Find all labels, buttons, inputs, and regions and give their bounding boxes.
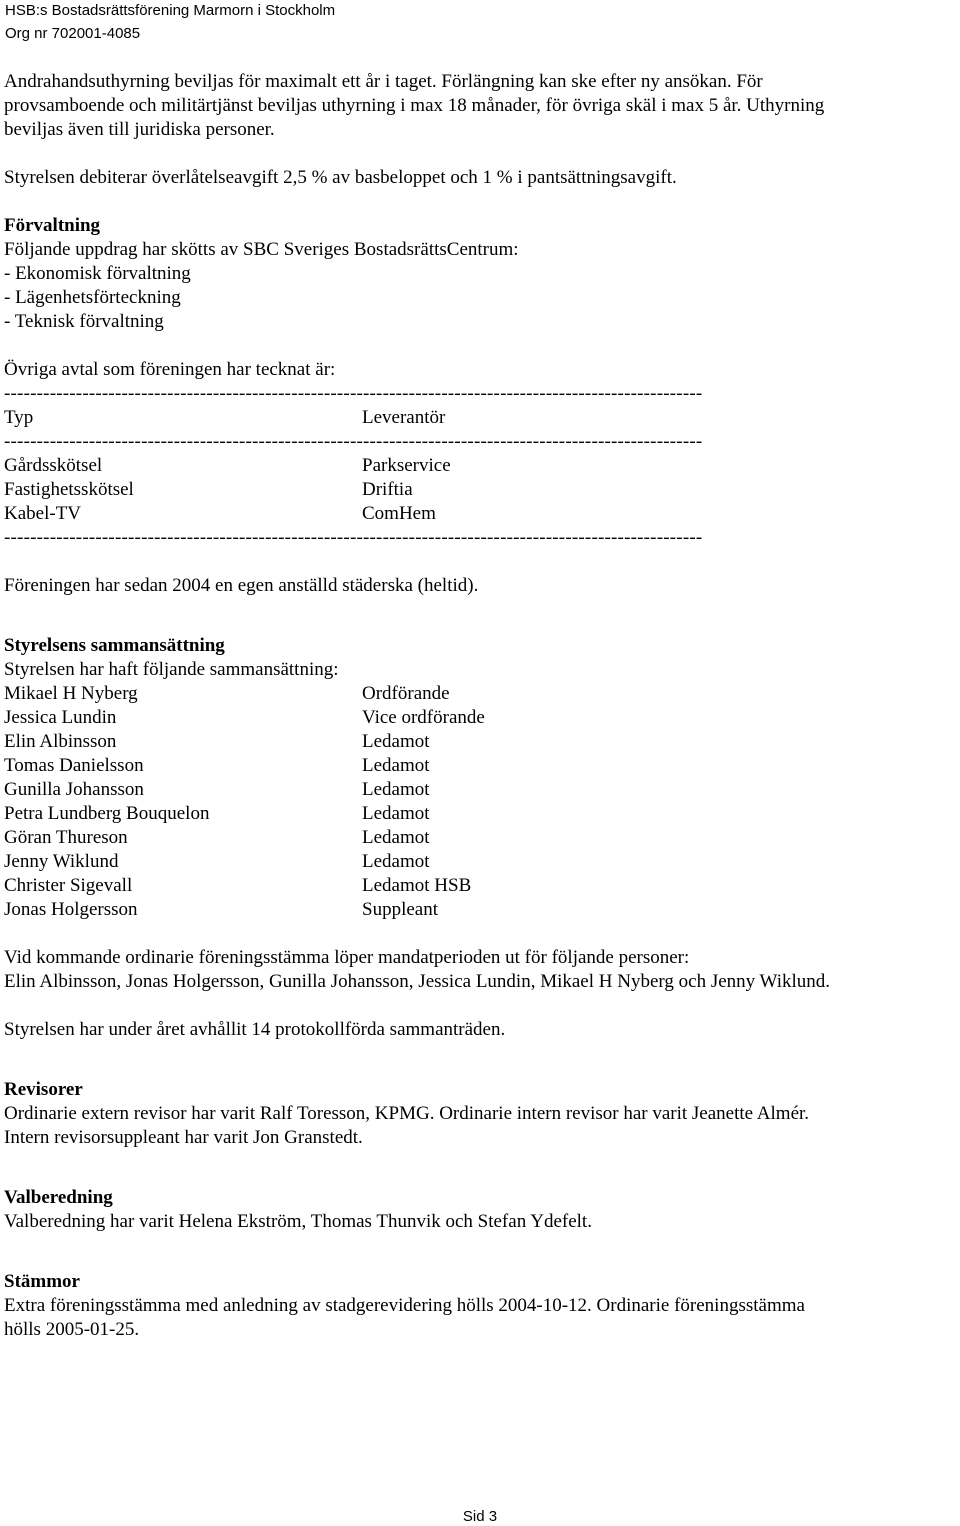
styrelse-intro: Styrelsen har haft följande sammansättning:: [4, 659, 339, 680]
section-heading-forvaltning: Förvaltning: [4, 215, 101, 236]
list-item: - Ekonomisk förvaltning: [4, 263, 191, 284]
section-heading-styrelse: Styrelsens sammansättning: [4, 635, 225, 656]
member-row: [4, 826, 958, 850]
member-role: Ledamot: [362, 827, 430, 848]
table-cell: Kabel-TV: [4, 503, 82, 524]
table-header-row: [4, 406, 958, 430]
member-row: [4, 730, 958, 754]
member-role: Suppleant: [362, 899, 438, 920]
list-item: - Lägenhetsförteckning: [4, 287, 181, 308]
member-row: [4, 778, 958, 802]
column-header-leverantor: Leverantör: [362, 407, 446, 428]
member-name: Christer Sigevall: [4, 875, 133, 896]
table-row: [4, 502, 958, 526]
member-role: Ledamot: [362, 731, 430, 752]
staff-note: Föreningen har sedan 2004 en egen anställd städerska (heltid).: [4, 575, 479, 596]
list-item: - Teknisk förvaltning: [4, 311, 164, 332]
revisorer-line: Ordinarie extern revisor har varit Ralf Toresson, KPMG. Ordinarie intern revisor har varit Jeanette Almér.: [4, 1103, 810, 1124]
member-name: Jenny Wiklund: [4, 851, 119, 872]
member-name: Petra Lundberg Bouquelon: [4, 803, 210, 824]
stammor-line: Extra föreningsstämma med anledning av stadgerevidering hölls 2004-10-12. Ordinarie föreningsstämma: [4, 1295, 805, 1316]
forvaltning-intro: Följande uppdrag har skötts av SBC Sveriges BostadsrättsCentrum:: [4, 239, 519, 260]
member-name: Göran Thureson: [4, 827, 128, 848]
member-row: [4, 754, 958, 778]
intro-line: provsamboende och militärtjänst beviljas uthyrning i max 18 månader, för övriga skäl i max 5 år. Uthyrning: [4, 95, 825, 116]
table-cell: Gårdsskötsel: [4, 455, 103, 476]
member-role: Ledamot: [362, 803, 430, 824]
member-role: Ordförande: [362, 683, 450, 704]
organization-name: HSB:s Bostadsrättsförening Marmorn i Stockholm: [5, 2, 336, 19]
stammor-line: hölls 2005-01-25.: [4, 1319, 140, 1340]
document-body: [4, 46, 958, 1342]
section-heading-revisorer: Revisorer: [4, 1079, 83, 1100]
member-name: Jessica Lundin: [4, 707, 117, 728]
table-row: [4, 454, 958, 478]
member-name: Gunilla Johansson: [4, 779, 144, 800]
valberedning-text: Valberedning har varit Helena Ekström, Thomas Thunvik och Stefan Ydefelt.: [4, 1211, 592, 1232]
member-role: Vice ordförande: [362, 707, 485, 728]
intro-line: beviljas även till juridiska personer.: [4, 119, 275, 140]
member-name: Mikael H Nyberg: [4, 683, 138, 704]
member-row: [4, 706, 958, 730]
table-divider: -----------------------------------------------------------------------------------------------------------: [4, 431, 703, 452]
fee-text: Styrelsen debiterar överlåtelseavgift 2,5 % av basbeloppet och 1 % i pantsättningsavgift.: [4, 167, 677, 188]
column-header-typ: Typ: [4, 407, 34, 428]
member-name: Elin Albinsson: [4, 731, 117, 752]
member-row: [4, 874, 958, 898]
page-number: Sid 3: [462, 1508, 498, 1525]
member-row: [4, 802, 958, 826]
table-cell: Driftia: [362, 479, 413, 500]
section-heading-valberedning: Valberedning: [4, 1187, 113, 1208]
member-role: Ledamot: [362, 851, 430, 872]
table-cell: Parkservice: [362, 455, 451, 476]
intro-line: Andrahandsuthyrning beviljas för maximalt ett år i taget. Förlängning kan ske efter ny ansökan. För: [4, 71, 763, 92]
mandate-names: Elin Albinsson, Jonas Holgersson, Gunilla Johansson, Jessica Lundin, Mikael H Nyberg och Jenny Wiklund.: [4, 971, 831, 992]
member-role: Ledamot: [362, 755, 430, 776]
table-cell: ComHem: [362, 503, 436, 524]
member-row: [4, 898, 958, 922]
member-name: Tomas Danielsson: [4, 755, 144, 776]
organization-number: Org nr 702001-4085: [5, 25, 141, 42]
avtal-intro: Övriga avtal som föreningen har tecknat är:: [4, 359, 336, 380]
table-divider: -----------------------------------------------------------------------------------------------------------: [4, 527, 703, 548]
member-row: [4, 682, 958, 706]
table-row: [4, 478, 958, 502]
table-divider: -----------------------------------------------------------------------------------------------------------: [4, 383, 703, 404]
member-name: Jonas Holgersson: [4, 899, 138, 920]
meetings-text: Styrelsen har under året avhållit 14 protokollförda sammanträden.: [4, 1019, 506, 1040]
revisorer-line: Intern revisorsuppleant har varit Jon Granstedt.: [4, 1127, 363, 1148]
mandate-text: Vid kommande ordinarie föreningsstämma löper mandatperioden ut för följande personer:: [4, 947, 690, 968]
member-role: Ledamot HSB: [362, 875, 472, 896]
section-heading-stammor: Stämmor: [4, 1271, 80, 1292]
table-cell: Fastighetsskötsel: [4, 479, 134, 500]
member-row: [4, 850, 958, 874]
member-role: Ledamot: [362, 779, 430, 800]
